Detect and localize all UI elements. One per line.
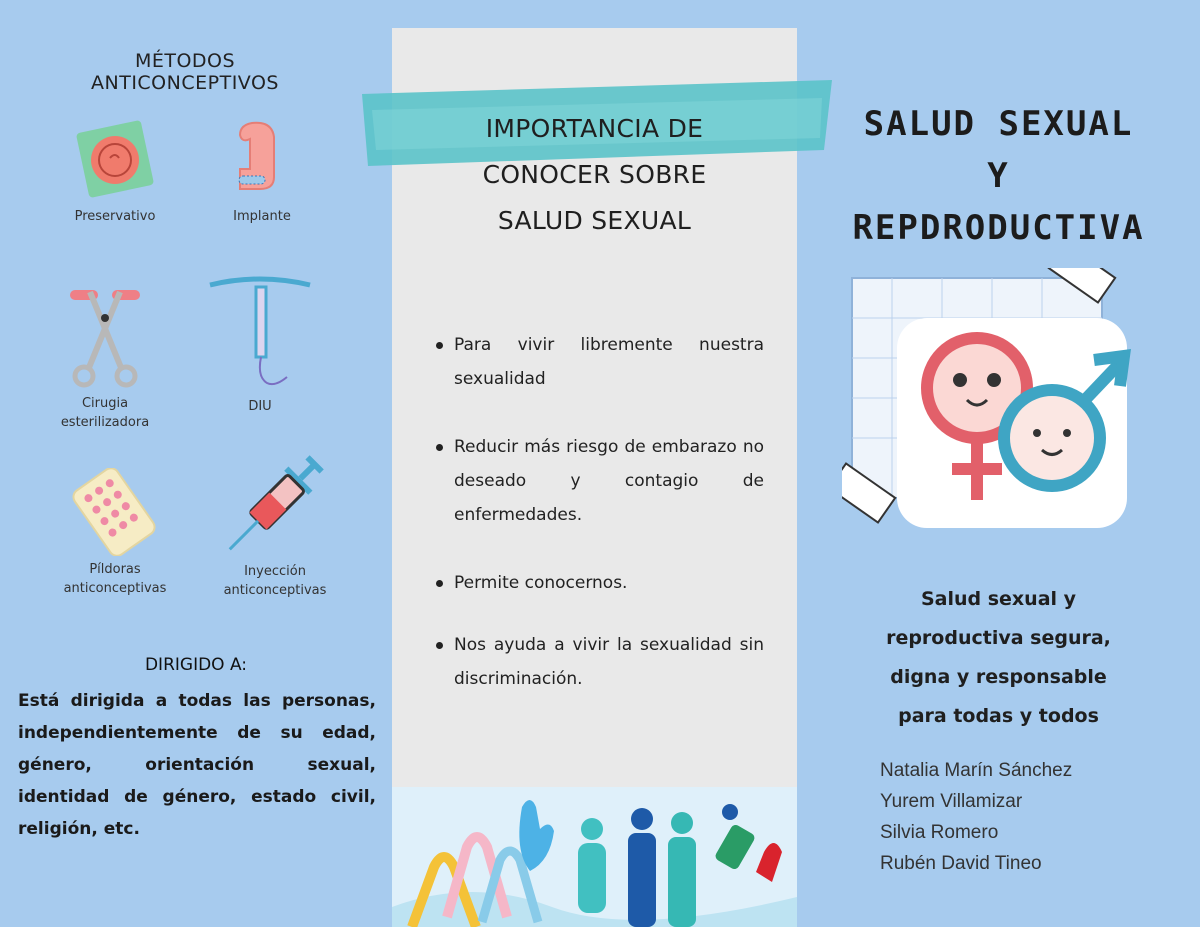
list-item: Reducir más riesgo de embarazo no deseado y contagio de enfermedades. (454, 430, 764, 532)
method-preservativo (45, 118, 185, 226)
authors-list (880, 755, 1072, 879)
method-label: Cirugia esterilizadora (60, 396, 150, 430)
page-title: SALUD SEXUAL Y REPDRODUCTIVA (852, 104, 1145, 248)
iud-icon (200, 275, 320, 393)
scissors-icon (60, 280, 150, 390)
importance-list (454, 328, 764, 730)
pill-pack-icon (68, 468, 163, 556)
people-illustration (392, 787, 797, 927)
condom-icon (70, 118, 160, 203)
list-item: Yurem Villamizar (880, 791, 1023, 812)
list-item: Nos ayuda a vivir la sexualidad sin discriminación. (454, 628, 764, 696)
method-implante (192, 118, 332, 226)
list-item: Permite conocernos. (454, 566, 764, 600)
arm-implant-icon (217, 118, 307, 203)
dirigido-text: Está dirigida a todas las personas, independientemente de su edad, género, orientación sexual, identidad de género, estado civil, religión, etc. (18, 691, 376, 839)
method-label: DIU (248, 399, 272, 414)
method-diu (190, 275, 330, 416)
left-panel (0, 0, 392, 927)
right-panel (797, 0, 1200, 927)
importance-title-overlay: IMPORTANCIA DE CONOCER SOBRE SALUD SEXUAL (482, 114, 707, 235)
method-label: Preservativo (74, 209, 156, 224)
list-item: Rubén David Tineo (880, 853, 1042, 874)
method-cirugia (35, 280, 175, 432)
method-label: Píldoras anticonceptivas (63, 562, 167, 596)
awareness-ribbons-icon (392, 787, 797, 927)
method-pildoras (45, 468, 185, 598)
tagline: Salud sexual y reproductiva segura, digna y responsable para todas y todos (886, 588, 1111, 727)
gender-symbols-icon (842, 268, 1142, 528)
list-item: Silvia Romero (880, 822, 999, 843)
syringe-icon (220, 450, 330, 558)
method-label: Inyección anticonceptivas (223, 564, 327, 598)
method-inyeccion (205, 450, 345, 600)
list-item: Natalia Marín Sánchez (880, 760, 1073, 781)
methods-title: MÉTODOS ANTICONCEPTIVOS (91, 50, 279, 94)
dirigido-title: DIRIGIDO A: (144, 655, 248, 675)
method-label: Implante (233, 209, 291, 224)
list-item: Para vivir libremente nuestra sexualidad (454, 328, 764, 396)
